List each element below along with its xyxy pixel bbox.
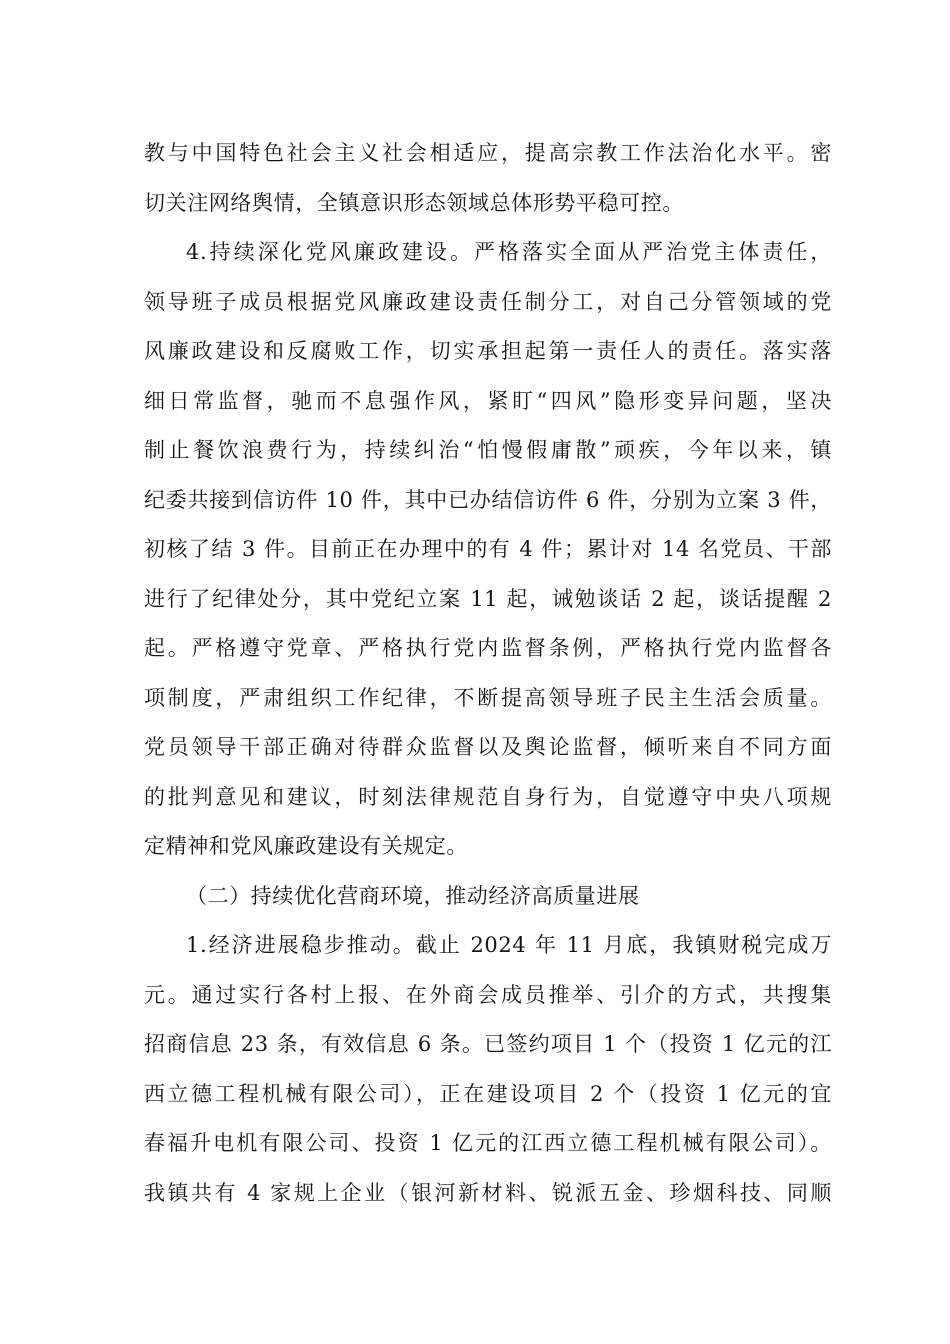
text-line: 初核了结 3 件。目前正在办理中的有 4 件；累计对 14 名党员、干部 xyxy=(144,537,832,561)
text-line: 的批判意见和建议，时刻法律规范自身行为，自觉遵守中央八项规 xyxy=(144,784,832,809)
paragraph-start-line: 4.持续深化党风廉政建设。严格落实全面从严治党主体责任， xyxy=(186,240,832,264)
text-line: 领导班子成员根据党风廉政建设责任制分工，对自己分管领域的党 xyxy=(144,289,832,314)
text-line: 细日常监督，驰而不息强作风，紧盯“四风”隐形变异问题，坚决 xyxy=(144,388,832,413)
section-heading: （二）持续优化营商环境，推动经济高质量进展 xyxy=(186,883,640,908)
text-line: 教与中国特色社会主义社会相适应，提高宗教工作法治化水平。密 xyxy=(144,141,832,165)
text-line: 风廉政建设和反腐败工作，切实承担起第一责任人的责任。落实落 xyxy=(144,339,832,363)
text-line: 元。通过实行各村上报、在外商会成员推举、引介的方式，共搜集 xyxy=(144,982,832,1007)
text-line: 纪委共接到信访件 10 件，其中已办结信访件 6 件，分别为立案 3 件， xyxy=(144,487,832,512)
paragraph-start-line: 1.经济进展稳步推动。截止 2024 年 11 月底，我镇财税完成万 xyxy=(186,933,832,957)
text-line: 招商信息 23 条，有效信息 6 条。已签约项目 1 个（投资 1 亿元的江 xyxy=(144,1032,832,1056)
text-line: 西立德工程机械有限公司），正在建设项目 2 个（投资 1 亿元的宜 xyxy=(144,1081,832,1106)
text-line: 项制度，严肃组织工作纪律，不断提高领导班子民主生活会质量。 xyxy=(144,685,832,710)
text-line: 制止餐饮浪费行为，持续纠治“怕慢假庸散”顽疾，今年以来，镇 xyxy=(144,438,832,462)
text-line: 春福升电机有限公司、投资 1 亿元的江西立德工程机械有限公司）。 xyxy=(144,1131,832,1155)
text-line: 定精神和党风廉政建设有关规定。 xyxy=(144,834,468,858)
document-body xyxy=(144,129,832,1218)
text-line: 切关注网络舆情，全镇意识形态领域总体形势平稳可控。 xyxy=(144,190,684,215)
text-line: 起。严格遵守党章、严格执行党内监督条例，严格执行党内监督各 xyxy=(144,636,832,660)
text-line: 党员领导干部正确对待群众监督以及舆论监督，倾听来自不同方面 xyxy=(144,735,832,759)
text-line: 进行了纪律处分，其中党纪立案 11 起，诫勉谈话 2 起，谈话提醒 2 xyxy=(144,586,832,611)
text-line: 我镇共有 4 家规上企业（银河新材料、锐派五金、珍烟科技、同顺 xyxy=(144,1180,832,1205)
